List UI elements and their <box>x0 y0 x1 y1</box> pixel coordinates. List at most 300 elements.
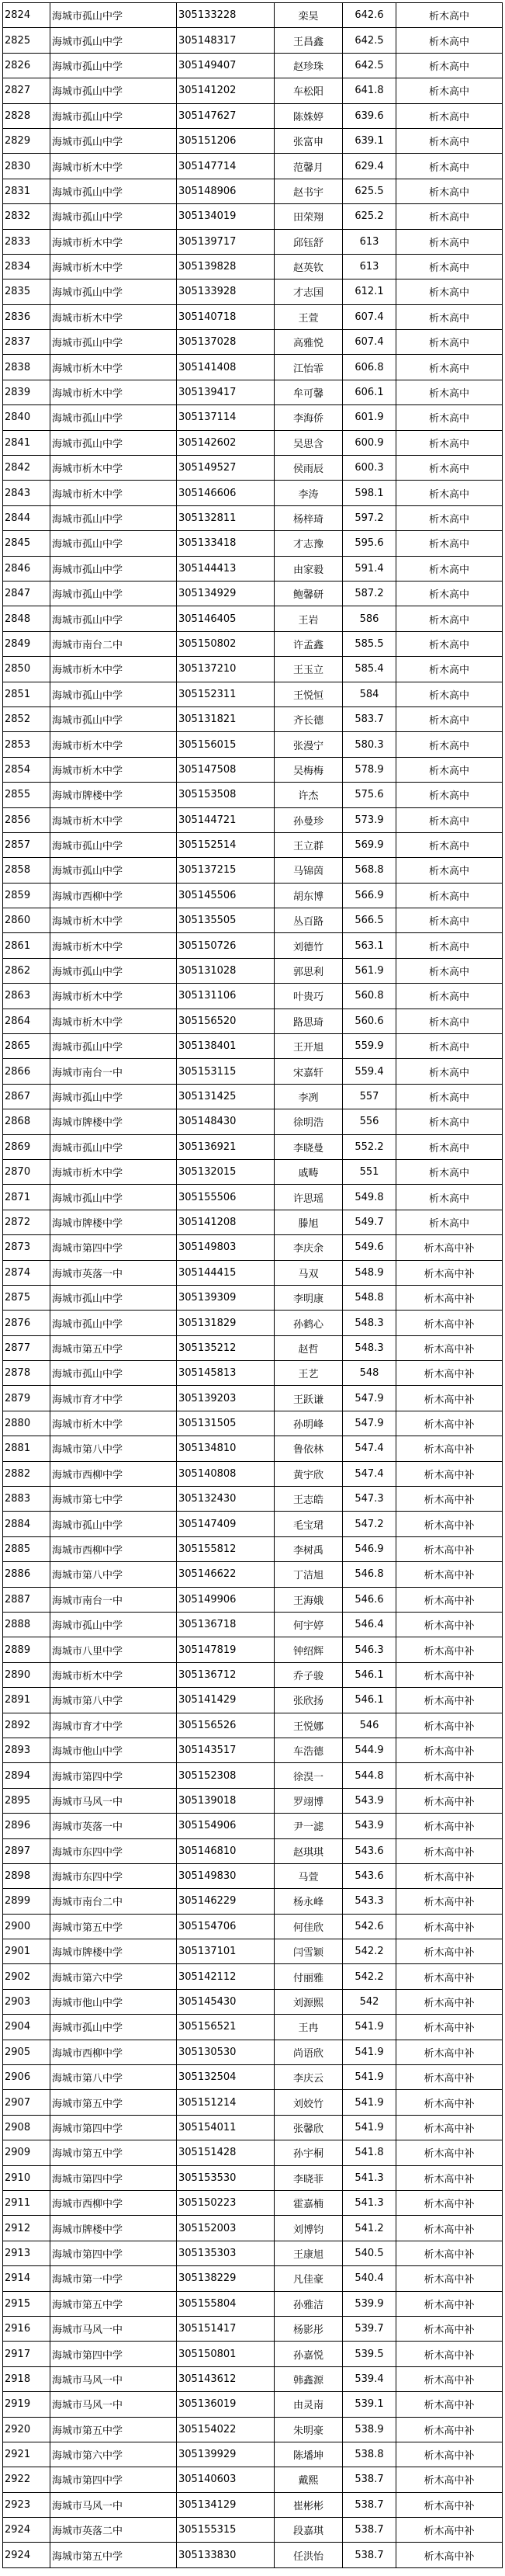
school-cell: 海城市析木中学 <box>50 757 177 782</box>
rank-cell: 2830 <box>3 154 50 179</box>
exam-id-cell: 305152308 <box>177 1763 275 1788</box>
admitted-school-cell: 析木高中 <box>396 1009 503 1033</box>
student-name-cell: 王玉立 <box>275 657 343 682</box>
exam-id-cell: 305136019 <box>177 2392 275 2417</box>
table-row <box>3 2392 503 2417</box>
student-name-cell: 李海侨 <box>275 405 343 430</box>
admitted-school-cell: 析木高中补 <box>396 2291 503 2316</box>
score-cell: 569.9 <box>343 832 396 857</box>
score-cell: 551 <box>343 1159 396 1184</box>
admitted-school-cell: 析木高中补 <box>396 1285 503 1310</box>
exam-id-cell: 305141202 <box>177 78 275 103</box>
student-name-cell: 胡东博 <box>275 883 343 908</box>
admitted-school-cell: 析木高中 <box>396 3 503 28</box>
exam-id-cell: 305131425 <box>177 1084 275 1109</box>
school-cell: 海城市孤山中学 <box>50 28 177 53</box>
table-row <box>3 2216 503 2241</box>
school-cell: 海城市第四中学 <box>50 2115 177 2140</box>
school-cell: 海城市牌楼中学 <box>50 2216 177 2241</box>
admitted-school-cell: 析木高中 <box>396 456 503 481</box>
school-cell: 海城市孤山中学 <box>50 1613 177 1637</box>
student-name-cell: 鲁依林 <box>275 1436 343 1461</box>
exam-id-cell: 305139828 <box>177 254 275 279</box>
table-row <box>3 1512 503 1536</box>
rank-cell: 2903 <box>3 1989 50 2014</box>
admitted-school-cell: 析木高中 <box>396 304 503 329</box>
rank-cell: 2914 <box>3 2266 50 2291</box>
score-cell: 575.6 <box>343 783 396 807</box>
score-cell: 578.9 <box>343 757 396 782</box>
student-name-cell: 许孟鑫 <box>275 631 343 656</box>
score-cell: 580.3 <box>343 732 396 757</box>
student-name-cell: 路思琦 <box>275 1009 343 1033</box>
admitted-school-cell: 析木高中 <box>396 505 503 530</box>
student-name-cell: 张馨欣 <box>275 2115 343 2140</box>
exam-id-cell: 305148430 <box>177 1109 275 1134</box>
student-name-cell: 孙宇桐 <box>275 2140 343 2165</box>
school-cell: 海城市析木中学 <box>50 807 177 832</box>
school-cell: 海城市第八中学 <box>50 1562 177 1587</box>
exam-id-cell: 305155506 <box>177 1185 275 1210</box>
score-cell: 583.7 <box>343 706 396 731</box>
score-cell: 568.8 <box>343 858 396 883</box>
table-row <box>3 581 503 606</box>
rank-cell: 2862 <box>3 958 50 983</box>
student-name-cell: 李庆余 <box>275 1235 343 1260</box>
table-row <box>3 984 503 1009</box>
exam-id-cell: 305131829 <box>177 1311 275 1335</box>
school-cell: 海城市西柳中学 <box>50 1461 177 1486</box>
rank-cell: 2881 <box>3 1436 50 1461</box>
exam-id-cell: 305152003 <box>177 2216 275 2241</box>
score-cell: 560.8 <box>343 984 396 1009</box>
student-name-cell: 李涛 <box>275 481 343 505</box>
score-cell: 559.9 <box>343 1034 396 1059</box>
school-cell: 海城市孤山中学 <box>50 2015 177 2040</box>
student-name-cell: 李晓菲 <box>275 2165 343 2190</box>
rank-cell: 2882 <box>3 1461 50 1486</box>
rank-cell: 2852 <box>3 706 50 731</box>
school-cell: 海城市第四中学 <box>50 1235 177 1260</box>
exam-id-cell: 305147714 <box>177 154 275 179</box>
table-row <box>3 2543 503 2567</box>
rank-cell: 2860 <box>3 908 50 933</box>
score-cell: 538.7 <box>343 2543 396 2567</box>
table-row <box>3 1084 503 1109</box>
table-row <box>3 1361 503 1386</box>
admitted-school-cell: 析木高中 <box>396 229 503 254</box>
score-cell: 591.4 <box>343 556 396 581</box>
student-name-cell: 王萱 <box>275 304 343 329</box>
admitted-school-cell: 析木高中 <box>396 933 503 958</box>
admitted-school-cell: 析木高中补 <box>396 1335 503 1360</box>
rank-cell: 2857 <box>3 832 50 857</box>
rank-cell: 2826 <box>3 53 50 78</box>
student-name-cell: 车浩德 <box>275 1738 343 1762</box>
admitted-school-cell: 析木高中 <box>396 958 503 983</box>
rank-cell: 2839 <box>3 380 50 404</box>
table-row <box>3 456 503 481</box>
exam-id-cell: 305145813 <box>177 1361 275 1386</box>
exam-id-cell: 305140603 <box>177 2467 275 2492</box>
score-cell: 595.6 <box>343 531 396 556</box>
score-cell: 600.9 <box>343 430 396 455</box>
student-name-cell: 叶贵巧 <box>275 984 343 1009</box>
school-cell: 海城市孤山中学 <box>50 832 177 857</box>
rank-cell: 2893 <box>3 1738 50 1762</box>
admitted-school-cell: 析木高中补 <box>396 1235 503 1260</box>
school-cell: 海城市第六中学 <box>50 2442 177 2467</box>
table-row <box>3 1235 503 1260</box>
admitted-school-cell: 析木高中补 <box>396 1637 503 1662</box>
table-row <box>3 883 503 908</box>
school-cell: 海城市马风一中 <box>50 1788 177 1813</box>
score-cell: 549.7 <box>343 1210 396 1234</box>
school-cell: 海城市孤山中学 <box>50 505 177 530</box>
admitted-school-cell: 析木高中补 <box>396 1662 503 1687</box>
table-row <box>3 1763 503 1788</box>
table-row <box>3 1914 503 1939</box>
exam-id-cell: 305135303 <box>177 2241 275 2265</box>
rank-cell: 2873 <box>3 1235 50 1260</box>
student-name-cell: 赵哲 <box>275 1335 343 1360</box>
exam-id-cell: 305156520 <box>177 1009 275 1033</box>
exam-id-cell: 305132811 <box>177 505 275 530</box>
school-cell: 海城市第四中学 <box>50 2467 177 2492</box>
school-cell: 海城市第五中学 <box>50 2090 177 2115</box>
student-name-cell: 高雅悦 <box>275 330 343 355</box>
student-name-cell: 徐明浩 <box>275 1109 343 1134</box>
table-row <box>3 3 503 28</box>
rank-cell: 2916 <box>3 2316 50 2341</box>
rank-cell: 2923 <box>3 2492 50 2517</box>
exam-id-cell: 305132015 <box>177 1159 275 1184</box>
score-cell: 641.8 <box>343 78 396 103</box>
student-name-cell: 尹一滤 <box>275 1814 343 1838</box>
rank-cell: 2905 <box>3 2040 50 2064</box>
student-name-cell: 邱钰舒 <box>275 229 343 254</box>
admitted-school-cell: 析木高中补 <box>396 1587 503 1612</box>
score-cell: 541.8 <box>343 2140 396 2165</box>
table-row <box>3 304 503 329</box>
student-name-cell: 由灵南 <box>275 2392 343 2417</box>
exam-id-cell: 305149407 <box>177 53 275 78</box>
rank-cell: 2869 <box>3 1134 50 1159</box>
score-cell: 625.2 <box>343 204 396 229</box>
exam-id-cell: 305131505 <box>177 1411 275 1436</box>
school-cell: 海城市南台一中 <box>50 1059 177 1084</box>
admitted-school-cell: 析木高中补 <box>396 2090 503 2115</box>
table-row <box>3 505 503 530</box>
admitted-school-cell: 析木高中补 <box>396 2417 503 2442</box>
exam-id-cell: 305156521 <box>177 2015 275 2040</box>
admitted-school-cell: 析木高中补 <box>396 2543 503 2567</box>
student-name-cell: 刘博钧 <box>275 2216 343 2241</box>
score-cell: 639.1 <box>343 128 396 153</box>
table-row <box>3 1034 503 1059</box>
student-name-cell: 韩鑫源 <box>275 2366 343 2391</box>
admitted-school-cell: 析木高中补 <box>396 2216 503 2241</box>
admitted-school-cell: 析木高中 <box>396 405 503 430</box>
score-cell: 546 <box>343 1713 396 1738</box>
score-cell: 538.9 <box>343 2417 396 2442</box>
rank-cell: 2843 <box>3 481 50 505</box>
rank-cell: 2922 <box>3 2467 50 2492</box>
admitted-school-cell: 析木高中 <box>396 1109 503 1134</box>
admitted-school-cell: 析木高中补 <box>396 2316 503 2341</box>
school-cell: 海城市析木中学 <box>50 154 177 179</box>
exam-id-cell: 305150223 <box>177 2190 275 2215</box>
score-cell: 547.4 <box>343 1461 396 1486</box>
admitted-school-cell: 析木高中补 <box>396 2518 503 2543</box>
admitted-school-cell: 析木高中 <box>396 807 503 832</box>
student-name-cell: 王志皓 <box>275 1487 343 1512</box>
student-name-cell: 才志国 <box>275 279 343 304</box>
admitted-school-cell: 析木高中补 <box>396 2392 503 2417</box>
exam-id-cell: 305148317 <box>177 28 275 53</box>
table-row <box>3 706 503 731</box>
exam-id-cell: 305137210 <box>177 657 275 682</box>
rank-cell: 2888 <box>3 1613 50 1637</box>
student-name-cell: 王开旭 <box>275 1034 343 1059</box>
table-row <box>3 1662 503 1687</box>
exam-id-cell: 305136718 <box>177 1613 275 1637</box>
exam-id-cell: 305139929 <box>177 2442 275 2467</box>
table-row <box>3 229 503 254</box>
admitted-school-cell: 析木高中补 <box>396 1738 503 1762</box>
exam-id-cell: 305131028 <box>177 958 275 983</box>
score-cell: 613 <box>343 254 396 279</box>
table-row <box>3 606 503 631</box>
score-cell: 559.4 <box>343 1059 396 1084</box>
student-name-cell: 鲍馨研 <box>275 581 343 606</box>
rank-cell: 2902 <box>3 1964 50 1989</box>
exam-id-cell: 305154706 <box>177 1914 275 1939</box>
exam-id-cell: 305154022 <box>177 2417 275 2442</box>
rank-cell: 2838 <box>3 355 50 380</box>
rank-cell: 2827 <box>3 78 50 103</box>
school-cell: 海城市析木中学 <box>50 732 177 757</box>
rank-cell: 2828 <box>3 103 50 128</box>
table-row <box>3 2015 503 2040</box>
student-name-cell: 许思瑶 <box>275 1185 343 1210</box>
rank-cell: 2878 <box>3 1361 50 1386</box>
table-row <box>3 2040 503 2064</box>
school-cell: 海城市孤山中学 <box>50 1512 177 1536</box>
exam-id-cell: 305140718 <box>177 304 275 329</box>
score-cell: 546.6 <box>343 1587 396 1612</box>
table-row <box>3 1989 503 2014</box>
score-cell: 541.3 <box>343 2165 396 2190</box>
student-name-cell: 吴梅梅 <box>275 757 343 782</box>
student-name-cell: 赵英钦 <box>275 254 343 279</box>
student-name-cell: 段嘉琪 <box>275 2518 343 2543</box>
exam-id-cell: 305145430 <box>177 1989 275 2014</box>
table-row <box>3 1738 503 1762</box>
table-row <box>3 1637 503 1662</box>
exam-id-cell: 305134019 <box>177 204 275 229</box>
student-name-cell: 戚畴 <box>275 1159 343 1184</box>
student-name-cell: 刘源熙 <box>275 1989 343 2014</box>
student-name-cell: 戴熙 <box>275 2467 343 2492</box>
score-cell: 541.9 <box>343 2015 396 2040</box>
rank-cell: 2891 <box>3 1688 50 1713</box>
rank-cell: 2842 <box>3 456 50 481</box>
table-row <box>3 1210 503 1234</box>
rank-cell: 2868 <box>3 1109 50 1134</box>
exam-id-cell: 305155804 <box>177 2291 275 2316</box>
admitted-school-cell: 析木高中补 <box>396 1788 503 1813</box>
admitted-school-cell: 析木高中 <box>396 783 503 807</box>
student-name-cell: 徐淏一 <box>275 1763 343 1788</box>
school-cell: 海城市第一中学 <box>50 2266 177 2291</box>
table-row <box>3 1436 503 1461</box>
rank-cell: 2849 <box>3 631 50 656</box>
score-cell: 541.2 <box>343 2216 396 2241</box>
student-name-cell: 杨永峰 <box>275 1889 343 1914</box>
school-cell: 海城市马风一中 <box>50 2316 177 2341</box>
school-cell: 海城市析木中学 <box>50 481 177 505</box>
score-cell: 542.6 <box>343 1914 396 1939</box>
student-name-cell: 王艺 <box>275 1361 343 1386</box>
student-name-cell: 李晓曼 <box>275 1134 343 1159</box>
student-name-cell: 侯雨辰 <box>275 456 343 481</box>
score-cell: 548.9 <box>343 1260 396 1285</box>
school-cell: 海城市南台二中 <box>50 1889 177 1914</box>
admitted-school-cell: 析木高中补 <box>396 1713 503 1738</box>
admitted-school-cell: 析木高中 <box>396 984 503 1009</box>
table-row <box>3 1562 503 1587</box>
score-cell: 606.1 <box>343 380 396 404</box>
student-name-cell: 栾昊 <box>275 3 343 28</box>
admitted-school-cell: 析木高中补 <box>396 1964 503 1989</box>
admitted-school-cell: 析木高中补 <box>396 1763 503 1788</box>
admitted-school-cell: 析木高中补 <box>396 2366 503 2391</box>
table-row <box>3 2266 503 2291</box>
exam-id-cell: 305137101 <box>177 1939 275 1964</box>
table-row <box>3 2467 503 2492</box>
rank-cell: 2847 <box>3 581 50 606</box>
table-row <box>3 1688 503 1713</box>
student-name-cell: 李树禹 <box>275 1536 343 1561</box>
score-cell: 598.1 <box>343 481 396 505</box>
rank-cell: 2861 <box>3 933 50 958</box>
admitted-school-cell: 析木高中 <box>396 581 503 606</box>
school-cell: 海城市孤山中学 <box>50 581 177 606</box>
rank-cell: 2856 <box>3 807 50 832</box>
exam-id-cell: 305131106 <box>177 984 275 1009</box>
table-row <box>3 732 503 757</box>
table-row <box>3 832 503 857</box>
admitted-school-cell: 析木高中补 <box>396 1889 503 1914</box>
admitted-school-cell: 析木高中 <box>396 682 503 706</box>
exam-id-cell: 305155812 <box>177 1536 275 1561</box>
student-name-cell: 乔子骏 <box>275 1662 343 1687</box>
school-cell: 海城市孤山中学 <box>50 330 177 355</box>
score-cell: 639.6 <box>343 103 396 128</box>
table-row <box>3 1964 503 1989</box>
school-cell: 海城市孤山中学 <box>50 1361 177 1386</box>
student-name-cell: 王跃谦 <box>275 1386 343 1411</box>
admitted-school-cell: 析木高中补 <box>396 2241 503 2265</box>
admitted-school-cell: 析木高中补 <box>396 1411 503 1436</box>
student-name-cell: 孙曼珍 <box>275 807 343 832</box>
admitted-school-cell: 析木高中 <box>396 28 503 53</box>
school-cell: 海城市牌楼中学 <box>50 1210 177 1234</box>
exam-id-cell: 305133418 <box>177 531 275 556</box>
student-name-cell: 霍嘉楠 <box>275 2190 343 2215</box>
admitted-school-cell: 析木高中 <box>396 204 503 229</box>
exam-id-cell: 305156015 <box>177 732 275 757</box>
exam-id-cell: 305134129 <box>177 2492 275 2517</box>
rank-cell: 2845 <box>3 531 50 556</box>
admitted-school-cell: 析木高中 <box>396 1210 503 1234</box>
school-cell: 海城市英落一中 <box>50 1260 177 1285</box>
admitted-school-cell: 析木高中补 <box>396 2342 503 2366</box>
school-cell: 海城市牌楼中学 <box>50 1939 177 1964</box>
table-row <box>3 933 503 958</box>
exam-id-cell: 305139018 <box>177 1788 275 1813</box>
admitted-school-cell: 析木高中补 <box>396 1461 503 1486</box>
exam-id-cell: 305152311 <box>177 682 275 706</box>
school-cell: 海城市析木中学 <box>50 355 177 380</box>
school-cell: 海城市马风一中 <box>50 2366 177 2391</box>
table-row <box>3 858 503 883</box>
score-cell: 566.9 <box>343 883 396 908</box>
school-cell: 海城市孤山中学 <box>50 103 177 128</box>
table-row <box>3 1889 503 1914</box>
table-row <box>3 783 503 807</box>
rank-cell: 2920 <box>3 2417 50 2442</box>
table-row <box>3 1185 503 1210</box>
table-row <box>3 1159 503 1184</box>
score-cell: 557 <box>343 1084 396 1109</box>
exam-id-cell: 305153530 <box>177 2165 275 2190</box>
admitted-school-cell: 析木高中补 <box>396 1487 503 1512</box>
score-cell: 561.9 <box>343 958 396 983</box>
score-cell: 573.9 <box>343 807 396 832</box>
score-cell: 642.5 <box>343 53 396 78</box>
school-cell: 海城市东四中学 <box>50 1838 177 1863</box>
school-cell: 海城市育才中学 <box>50 1713 177 1738</box>
student-name-cell: 王昌鑫 <box>275 28 343 53</box>
student-name-cell: 齐长德 <box>275 706 343 731</box>
school-cell: 海城市孤山中学 <box>50 1285 177 1310</box>
school-cell: 海城市他山中学 <box>50 1989 177 2014</box>
admitted-school-cell: 析木高中补 <box>396 1838 503 1863</box>
table-row <box>3 1613 503 1637</box>
school-cell: 海城市孤山中学 <box>50 1034 177 1059</box>
school-cell: 海城市析木中学 <box>50 254 177 279</box>
score-cell: 625.5 <box>343 179 396 203</box>
rank-cell: 2911 <box>3 2190 50 2215</box>
school-cell: 海城市孤山中学 <box>50 682 177 706</box>
exam-id-cell: 305146606 <box>177 481 275 505</box>
rank-cell: 2880 <box>3 1411 50 1436</box>
admitted-school-cell: 析木高中补 <box>396 2266 503 2291</box>
student-name-cell: 王悦娜 <box>275 1713 343 1738</box>
exam-id-cell: 305130530 <box>177 2040 275 2064</box>
rank-cell: 2906 <box>3 2065 50 2090</box>
table-row <box>3 682 503 706</box>
table-row <box>3 2065 503 2090</box>
admitted-school-cell: 析木高中补 <box>396 2492 503 2517</box>
score-cell: 547.4 <box>343 1436 396 1461</box>
student-name-cell: 陈墦坤 <box>275 2442 343 2467</box>
table-row <box>3 2316 503 2341</box>
score-cell: 543.6 <box>343 1838 396 1863</box>
table-row <box>3 2190 503 2215</box>
